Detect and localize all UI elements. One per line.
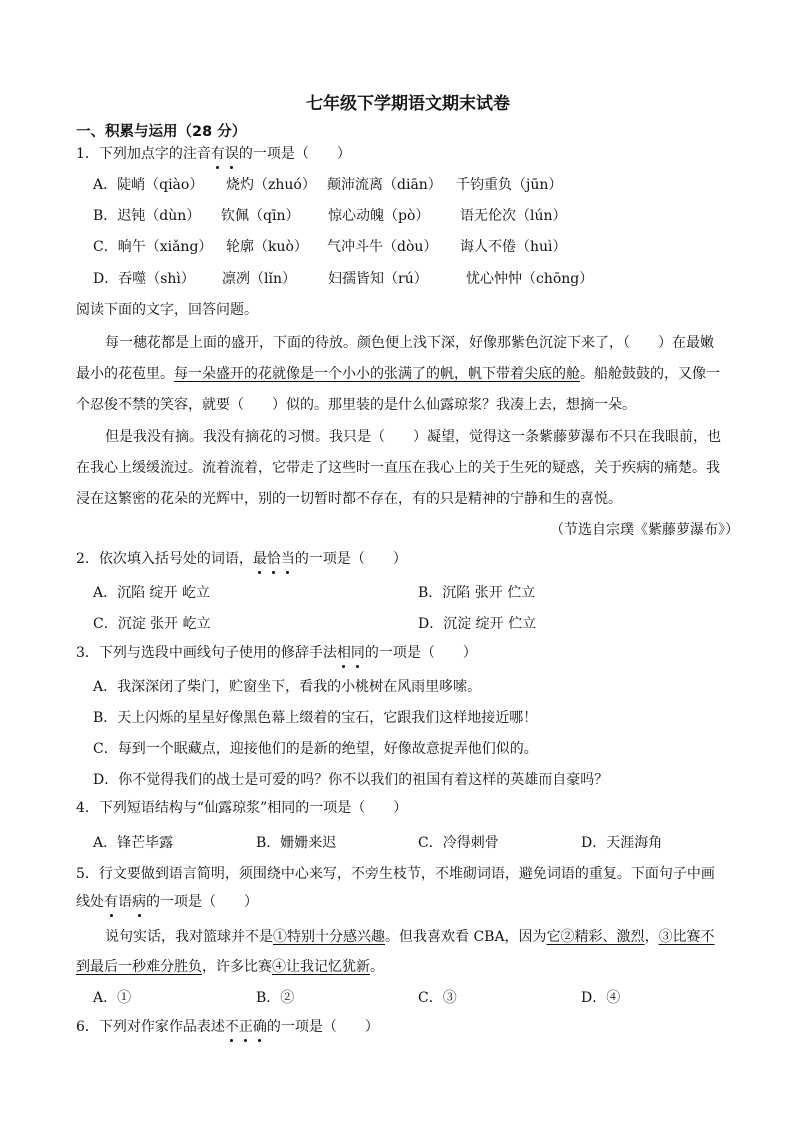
section-heading-1: 一、积累与运用（28 分） [76, 124, 247, 140]
passage-p1-line3: 个忍俊不禁的笑容，就要（ ）似的。那里装的是什么仙露琼浆？我凑上去，想摘一朵。 [76, 397, 636, 413]
exam-title: 七年级下学期语文期末试卷 [306, 94, 510, 114]
q1-option-c-3: 气冲斗牛（dòu） [327, 239, 438, 255]
q1-option-d-2: 凛冽（lǐn） [222, 271, 296, 287]
q1-option-b-2: 钦佩（qīn） [221, 208, 300, 224]
q5-sentence-line1: 说句实话，我对篮球并不是①特别十分感兴趣。但我喜欢看 CBA，因为它②精彩、激烈，③比赛不 [105, 929, 715, 945]
q5-option-a: A．① [93, 990, 132, 1006]
q1-option-a-3: 颠沛流离（diān） [327, 177, 442, 193]
q3-option-b: B．天上闪烁的星星好像黑色幕上缀着的宝石，它跟我们这样地接近哪！ [93, 710, 538, 726]
underlined-sentence: 每一朵盛开的花就像是一个小小的张满了的帆，帆下带着尖底的舱 [174, 366, 580, 382]
q1-option-c-2: 轮廓（kuò） [226, 239, 308, 255]
q5-option-c: C．③ [418, 990, 457, 1006]
passage-source: （节选自宗璞《紫藤萝瀑布》） [550, 522, 739, 538]
q3-option-a: A．我深深闭了柴门，贮窗坐下，看我的小桃树在风雨里哆嗦。 [93, 679, 482, 695]
q3-option-d: D．你不觉得我们的战士是可爱的吗？你不以我们的祖国有着这样的英雄而自豪吗？ [93, 772, 609, 788]
passage-p1-line1: 每一穗花都是上面的盛开，下面的待放。颜色便上浅下深，好像那紫色沉淀下来了，（ ）在最嫩 [105, 335, 714, 351]
q1-option-c-4: 诲人不倦（huì） [460, 239, 567, 255]
q4-option-d: D．天涯海角 [581, 835, 663, 851]
reading-instruction: 阅读下面的文字，回答问题。 [76, 302, 258, 318]
q2-option-a: A．沉陷 绽开 屹立 [93, 585, 211, 601]
q4-option-a: A．锋芒毕露 [93, 835, 174, 851]
passage-p2-line2: 在我心上缓缓流过。流着流着，它带走了这些时一直压在我心上的关于生死的疑惑，关于疾病的痛楚。我 [76, 460, 720, 476]
q1-option-b-4: 语无伦次（lún） [460, 208, 567, 224]
passage-p2-line1: 但是我没有摘。我没有摘花的习惯。我只是（ ）凝望，觉得这一条紫藤萝瀑布不只在我眼前，也 [105, 429, 721, 445]
q1-option-a-1: A．陡峭（qiào） [93, 177, 204, 193]
q3-stem: 3．下列与选段中画线句子使用的修辞手法相同的一项是（ ） [76, 645, 477, 661]
q5-stem-line1: 5．行文要做到语言简明，须围绕中心来写，不旁生枝节，不堆砌词语，避免词语的重复。下面句子中画 [76, 866, 715, 882]
q5-underline-1: ①特别十分感兴趣 [273, 929, 385, 945]
q1-option-d-3: 妇孺皆知（rú） [328, 271, 428, 287]
passage-p1-line2: 最小的花苞里。每一朵盛开的花就像是一个小小的张满了的帆，帆下带着尖底的舱。船舱鼓鼓的，又像一 [76, 366, 720, 382]
q1-option-d-1: D．吞噬（shì） [93, 271, 195, 287]
q5-underline-2: 它②精彩、激烈 [546, 929, 645, 945]
q1-option-b-3: 惊心动魄（pò） [328, 208, 430, 224]
q5-stem-line2: 线处有语病的一项是（ ） [76, 894, 258, 910]
q2-option-c: C．沉淀 张开 屹立 [93, 616, 211, 632]
q4-option-b: B．姗姗来迟 [256, 835, 337, 851]
q5-option-d: D．④ [581, 990, 621, 1006]
q5-option-b: B．② [256, 990, 295, 1006]
q4-stem: 4．下列短语结构与“仙露琼浆”相同的一项是（ ） [76, 800, 408, 816]
q2-stem: 2．依次填入括号处的词语，最恰当的一项是（ ） [76, 551, 407, 567]
q6-stem: 6．下列对作家作品表述不正确的一项是（ ） [76, 1019, 379, 1035]
q3-option-c: C．每到一个眠藏点，迎接他们的是新的绝望，好像故意捉弄他们似的。 [93, 741, 538, 757]
q5-sentence-line2: 到最后一秒难分胜负，许多比赛④让我记忆犹新。 [76, 959, 384, 975]
q1-option-c-1: C．晌午（xiǎng） [93, 239, 213, 255]
q2-option-b: B．沉陷 张开 伫立 [418, 585, 536, 601]
q5-underline-4: ④让我记忆犹新 [272, 959, 370, 975]
q1-stem: 1．下列加点字的注音有误的一项是（ ） [76, 146, 351, 162]
passage-p2-line3: 浸在这繁密的花朵的光辉中，别的一切暂时都不存在，有的只是精神的宁静和生的喜悦。 [76, 491, 622, 507]
q4-option-c: C．冷得刺骨 [418, 835, 499, 851]
q1-option-b-1: B．迟钝（dùn） [93, 208, 201, 224]
q1-option-a-4: 千钧重负（jūn） [456, 177, 563, 193]
q2-option-d: D．沉淀 绽开 伫立 [418, 616, 537, 632]
q5-underline-3: ③比赛不 [658, 929, 715, 945]
q1-option-d-4: 忧心忡忡（chōng） [466, 271, 594, 287]
q1-option-a-2: 烧灼（zhuó） [226, 177, 316, 193]
